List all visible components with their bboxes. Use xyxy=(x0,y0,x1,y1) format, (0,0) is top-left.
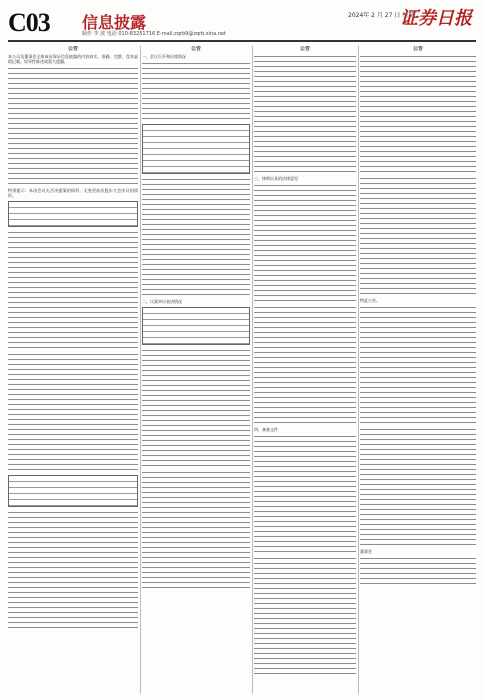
body-text-block xyxy=(254,183,356,303)
notice-paragraph: 特此公告。 xyxy=(360,298,380,303)
section-title: 信息披露 xyxy=(82,13,147,32)
body-text-block xyxy=(8,510,138,630)
column-4 xyxy=(360,46,476,694)
body-text-block xyxy=(360,427,476,547)
notice-paragraph: 董事会 xyxy=(360,549,372,554)
page-header xyxy=(0,0,484,44)
data-table xyxy=(142,307,250,345)
body-text-block xyxy=(8,352,138,472)
notice-title: 公告 xyxy=(190,46,201,52)
column-divider xyxy=(140,46,141,694)
body-text-block xyxy=(360,176,476,296)
column-1 xyxy=(8,46,138,694)
column-2 xyxy=(142,46,250,694)
body-text-block xyxy=(142,177,250,297)
body-text-block xyxy=(254,54,356,174)
editor-contact: 制作 李 波 电话 010-83251716 E-mail:zqrb9@zqrb.sina.net xyxy=(82,31,226,37)
body-text-block xyxy=(360,556,476,586)
issue-date: 2024年 2 月 27 日 星期二 xyxy=(348,12,421,19)
page-code: C03 xyxy=(8,8,50,37)
body-text-block xyxy=(142,61,250,121)
notice-title: 公告 xyxy=(299,46,310,52)
vote-table xyxy=(8,201,138,227)
body-text-block xyxy=(142,470,250,590)
vote-table xyxy=(8,475,138,507)
body-text-block xyxy=(360,305,476,425)
body-text-block xyxy=(360,54,476,174)
notice-paragraph: 本公司及董事会全体成员保证信息披露的内容真实、准确、完整，没有虚假记载、误导性陈述或重大遗漏。 xyxy=(8,54,138,64)
notice-paragraph: 二、议案审议表决情况 xyxy=(142,299,182,304)
notice-title: 公告 xyxy=(412,46,423,52)
column-divider xyxy=(252,46,253,694)
notice-title: 公告 xyxy=(67,46,78,52)
notice-paragraph: 一、会议召开和出席情况 xyxy=(142,54,186,59)
body-text-block xyxy=(8,66,138,186)
body-text-block xyxy=(254,556,356,676)
body-text-block xyxy=(254,305,356,425)
data-table xyxy=(142,124,250,174)
body-text-block xyxy=(8,230,138,350)
notice-paragraph: 特别提示：本次会议无否决提案的情形，无变更前次股东大会决议的情形。 xyxy=(8,188,138,198)
notice-paragraph: 四、备查文件 xyxy=(254,427,278,432)
column-divider xyxy=(358,46,359,694)
notice-paragraph: 三、律师出具的法律意见 xyxy=(254,176,298,181)
header-rule xyxy=(8,40,476,42)
column-3 xyxy=(254,46,356,694)
body-text-block xyxy=(142,348,250,468)
body-text-block xyxy=(254,434,356,554)
newspaper-masthead: 证券日报 xyxy=(400,8,472,29)
